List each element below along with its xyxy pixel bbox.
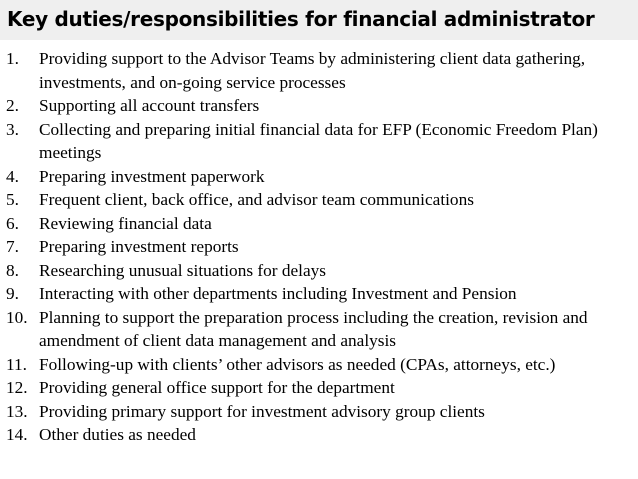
page-title: Key duties/responsibilities for financial administrator	[7, 7, 595, 31]
item-number: 13.	[6, 401, 28, 421]
item-text: Other duties as needed	[39, 425, 196, 444]
item-number: 7.	[6, 237, 19, 256]
item-text: Collecting and preparing initial financial data for EFP (Economic Freedom Plan) meetings	[39, 119, 598, 162]
item-text: Frequent client, back office, and advisor team communications	[39, 190, 474, 209]
list-item	[6, 353, 632, 377]
list-item	[6, 118, 632, 165]
item-number: 6.	[6, 213, 19, 233]
list-item	[6, 188, 632, 212]
item-number: 10.	[6, 307, 28, 327]
item-number: 5.	[6, 190, 19, 209]
list-item	[6, 165, 632, 189]
item-text: Providing support to the Advisor Teams by administering client data gathering, investments, and on-going service processes	[39, 49, 586, 92]
item-text: Preparing investment reports	[39, 237, 239, 256]
title-bar	[0, 0, 638, 40]
list-item	[6, 235, 632, 259]
list-item	[6, 282, 632, 306]
item-number: 14.	[6, 425, 28, 444]
item-text: Planning to support the preparation process including the creation, revision and amendment of client data management and analysis	[39, 307, 588, 350]
item-number: 2.	[6, 96, 19, 115]
list-item	[6, 259, 632, 283]
list-item	[6, 400, 632, 424]
list-item	[6, 306, 632, 353]
item-text: Preparing investment paperwork	[39, 166, 265, 186]
item-number: 1.	[6, 49, 19, 68]
list-item	[6, 47, 632, 94]
list-item	[6, 376, 632, 400]
list-item	[6, 212, 632, 236]
duties-list	[6, 47, 632, 447]
item-number: 9.	[6, 284, 19, 303]
list-item	[6, 423, 632, 447]
item-number: 8.	[6, 260, 19, 280]
item-text: Providing general office support for the department	[39, 378, 395, 397]
item-text: Interacting with other departments including Investment and Pension	[39, 284, 517, 303]
item-number: 4.	[6, 166, 19, 186]
item-number: 3.	[6, 119, 19, 139]
item-text: Following-up with clients’ other advisors as needed (CPAs, attorneys, etc.)	[39, 354, 556, 374]
item-number: 11.	[6, 354, 27, 374]
item-text: Supporting all account transfers	[39, 96, 260, 115]
item-text: Providing primary support for investment advisory group clients	[39, 401, 485, 421]
item-number: 12.	[6, 378, 28, 397]
list-item	[6, 94, 632, 118]
item-text: Reviewing financial data	[39, 213, 212, 233]
item-text: Researching unusual situations for delays	[39, 260, 326, 280]
